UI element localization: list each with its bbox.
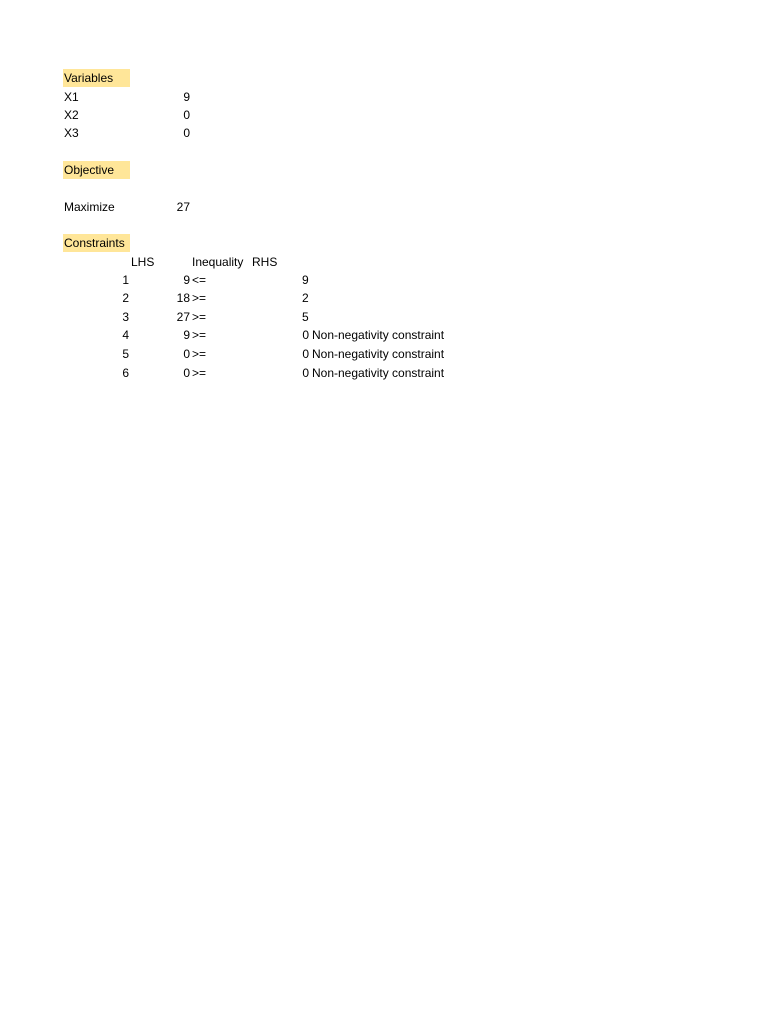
- variable-name-x2[interactable]: X2: [64, 108, 79, 122]
- variable-name-x3[interactable]: X3: [64, 126, 79, 140]
- objective-value[interactable]: 27: [176, 200, 190, 214]
- constraint-operator[interactable]: >=: [192, 347, 207, 361]
- variable-name-x1[interactable]: X1: [64, 90, 79, 104]
- constraint-note[interactable]: Non-negativity constraint: [312, 366, 445, 380]
- constraints-header[interactable]: Constraints: [63, 234, 130, 252]
- constraint-rhs[interactable]: 0: [302, 347, 309, 361]
- constraint-index[interactable]: 5: [122, 347, 129, 361]
- objective-header[interactable]: Objective: [63, 161, 130, 179]
- variable-value-x2[interactable]: 0: [183, 108, 190, 122]
- constraint-rhs[interactable]: 2: [302, 291, 309, 305]
- constraint-rhs[interactable]: 9: [302, 273, 309, 287]
- constraint-note[interactable]: Non-negativity constraint: [312, 328, 445, 342]
- constraint-operator[interactable]: >=: [192, 291, 207, 305]
- constraint-index[interactable]: 3: [122, 310, 129, 324]
- constraint-operator[interactable]: >=: [192, 366, 207, 380]
- variable-value-x1[interactable]: 9: [183, 90, 190, 104]
- constraint-operator[interactable]: <=: [192, 273, 207, 287]
- constraint-lhs[interactable]: 9: [183, 273, 190, 287]
- variable-value-x3[interactable]: 0: [183, 126, 190, 140]
- constraint-lhs[interactable]: 0: [183, 366, 190, 380]
- constraint-note[interactable]: Non-negativity constraint: [312, 347, 445, 361]
- constraint-index[interactable]: 2: [122, 291, 129, 305]
- constraint-lhs[interactable]: 18: [176, 291, 190, 305]
- constraint-operator[interactable]: >=: [192, 328, 207, 342]
- constraint-lhs[interactable]: 0: [183, 347, 190, 361]
- constraint-lhs[interactable]: 9: [183, 328, 190, 342]
- constraint-index[interactable]: 6: [122, 366, 129, 380]
- objective-label[interactable]: Maximize: [64, 200, 115, 214]
- constraints-col-lhs[interactable]: LHS: [131, 255, 155, 269]
- constraint-lhs[interactable]: 27: [176, 310, 190, 324]
- constraint-rhs[interactable]: 0: [302, 366, 309, 380]
- constraint-rhs[interactable]: 0: [302, 328, 309, 342]
- variables-header[interactable]: Variables: [63, 69, 130, 87]
- constraint-index[interactable]: 1: [122, 273, 129, 287]
- constraint-rhs[interactable]: 5: [302, 310, 309, 324]
- constraint-index[interactable]: 4: [122, 328, 129, 342]
- constraint-operator[interactable]: >=: [192, 310, 207, 324]
- constraints-col-rhs[interactable]: RHS: [252, 255, 278, 269]
- constraints-col-inequality[interactable]: Inequality: [192, 255, 244, 269]
